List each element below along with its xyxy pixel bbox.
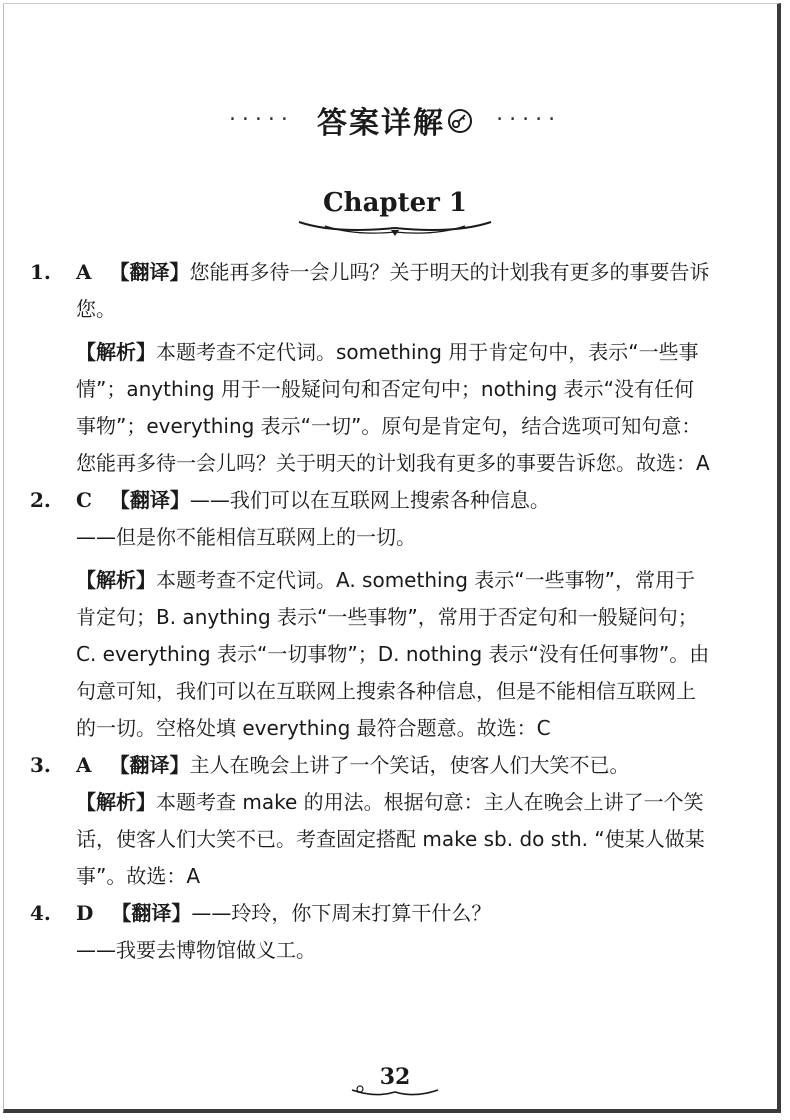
analysis-line bbox=[76, 784, 710, 895]
analysis-text: 本题考查不定代词。something 用于肯定句中，表示“一些事情”；anything 用于一般疑问句和否定句中；nothing 表示“没有任何事物”；everything 表示“一切”。原句是肯定句，结合选项可知句意：您能再多待一会儿吗？关于明天的计划我有更多的事要告诉您。故选：A bbox=[76, 340, 710, 475]
translation-text: 主人在晚会上讲了一个笑话，使客人们大笑不已。 bbox=[189, 753, 630, 777]
translation-tag: 【翻译】 bbox=[109, 488, 190, 512]
translation-extra-line: ——我要去博物馆做义工。 bbox=[76, 938, 316, 962]
item-number: 3. bbox=[30, 753, 51, 777]
translation-tag: 【翻译】 bbox=[109, 260, 190, 284]
analysis-line bbox=[76, 562, 710, 747]
translation-line bbox=[76, 747, 710, 784]
answer-item bbox=[30, 482, 710, 747]
chapter-heading bbox=[0, 188, 790, 238]
translation-text: ——玲玲，你下周末打算干什么？ bbox=[191, 901, 492, 925]
answer-item bbox=[30, 747, 710, 895]
analysis-line bbox=[76, 334, 710, 482]
translation-line bbox=[76, 254, 710, 328]
key-icon bbox=[447, 107, 473, 142]
analysis-text: 本题考查不定代词。A. something 表示“一些事物”，常用于肯定句；B. anything 表示“一些事物”，常用于否定句和一般疑问句；C. everything 表示“一切事物”；D. nothing 表示“没有任何事物”。由句意可知，我们可以在互联网上搜索各种信息，但是不能相信互联网上的一切。空格处填 everything 最符合题意。故选：C bbox=[76, 568, 710, 740]
page-number-text: 32 bbox=[379, 1064, 411, 1090]
header-dots-left: ····· bbox=[228, 107, 294, 133]
analysis-tag: 【解析】 bbox=[76, 790, 156, 814]
translation-tag: 【翻译】 bbox=[109, 753, 190, 777]
item-number: 2. bbox=[30, 488, 51, 512]
translation-line bbox=[76, 895, 710, 932]
answer-item bbox=[30, 895, 710, 969]
chapter-title: Chapter 1 bbox=[322, 188, 467, 218]
section-header bbox=[0, 98, 790, 142]
translation-text: 您能再多待一会儿吗？关于明天的计划我有更多的事要告诉您。 bbox=[76, 260, 710, 321]
answer-item bbox=[30, 254, 710, 482]
translation-extra-line: ——但是你不能相信互联网上的一切。 bbox=[76, 525, 416, 549]
item-number: 1. bbox=[30, 260, 51, 284]
translation-text: ——我们可以在互联网上搜索各种信息。 bbox=[189, 488, 550, 512]
header-dots-right: ····· bbox=[496, 107, 562, 133]
answer-letter: C bbox=[76, 488, 92, 512]
analysis-tag: 【解析】 bbox=[76, 340, 156, 364]
answer-letter: D bbox=[76, 901, 94, 925]
answer-list bbox=[30, 254, 710, 969]
page-title-text: 答案详解 bbox=[317, 106, 445, 141]
answer-letter: A bbox=[76, 753, 92, 777]
translation-tag: 【翻译】 bbox=[111, 901, 192, 925]
page-number bbox=[0, 1064, 790, 1098]
analysis-text: 本题考查 make 的用法。根据句意：主人在晚会上讲了一个笑话，使客人们大笑不已。考查固定搭配 make sb. do sth. “使某人做某事”。故选：A bbox=[76, 790, 705, 888]
analysis-tag: 【解析】 bbox=[76, 568, 156, 592]
item-number: 4. bbox=[30, 901, 51, 925]
translation-line bbox=[76, 482, 710, 519]
page-title bbox=[317, 98, 473, 142]
answer-letter: A bbox=[76, 260, 92, 284]
